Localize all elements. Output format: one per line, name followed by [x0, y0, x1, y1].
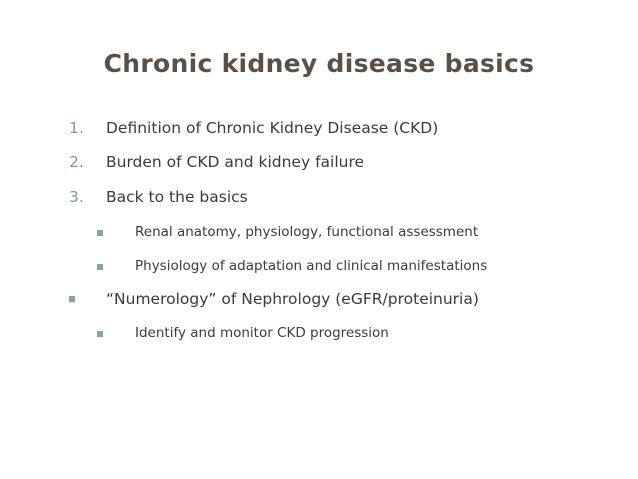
list-item-text: Renal anatomy, physiology, functional assessment — [135, 224, 479, 240]
list-item-text: Identify and monitor CKD progression — [135, 325, 389, 341]
slide-title: Chronic kidney disease basics — [103, 49, 535, 78]
square-bullet-icon — [97, 230, 103, 236]
list-item-text: “Numerology” of Nephrology (eGFR/proteinuria) — [106, 290, 479, 308]
list-item-text: Back to the basics — [106, 188, 248, 206]
list-number: 1. — [69, 119, 84, 137]
square-bullet-icon — [97, 331, 103, 337]
list-item-text: Physiology of adaptation and clinical manifestations — [135, 258, 488, 274]
list-item-text: Definition of Chronic Kidney Disease (CKD) — [106, 119, 439, 137]
square-bullet-icon — [97, 264, 103, 270]
square-bullet-icon — [69, 296, 75, 302]
list-number: 2. — [69, 153, 84, 171]
list-number: 3. — [69, 188, 84, 206]
list-item-text: Burden of CKD and kidney failure — [106, 153, 365, 171]
